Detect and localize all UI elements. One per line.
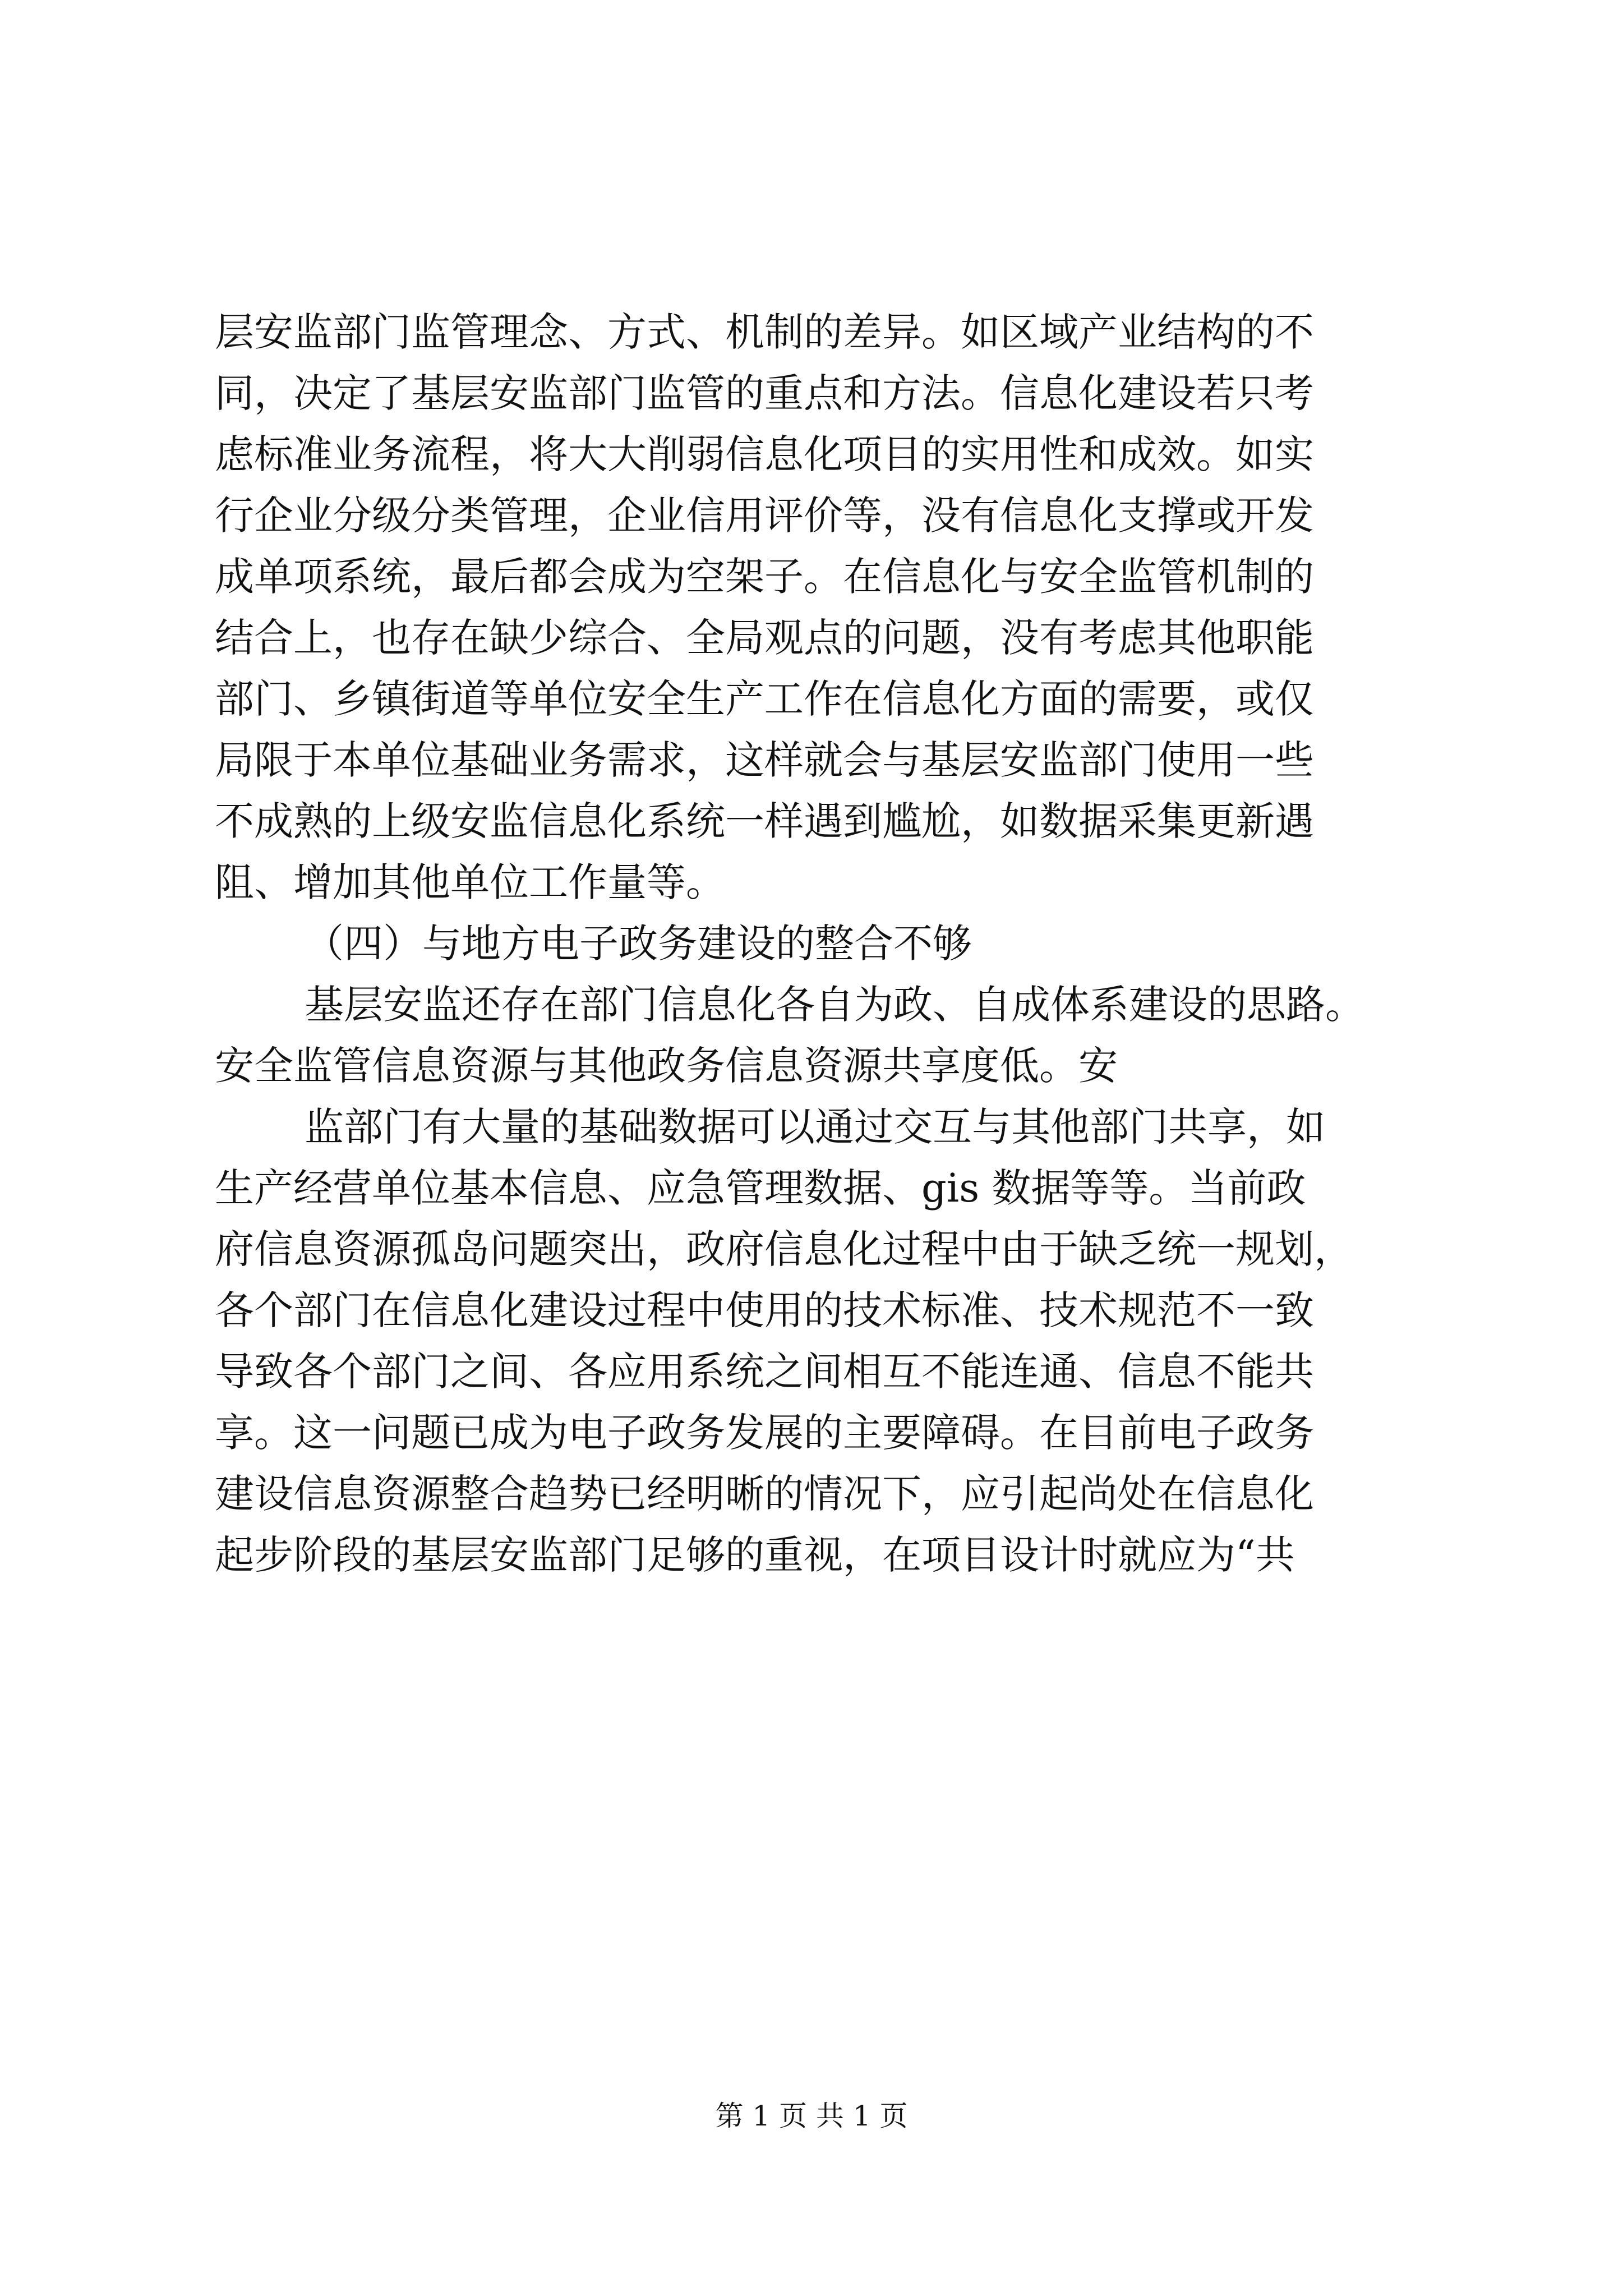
text-line: 监部门有大量的基础数据可以通过交互与其他部门共享，如: [305, 1104, 1325, 1150]
text-line: 各个部门在信息化建设过程中使用的技术标准、技术规范不一致: [215, 1287, 1314, 1333]
text-line: 府信息资源孤岛问题突出，政府信息化过程中由于缺乏统一规划，: [215, 1226, 1353, 1272]
text-line: 起步阶段的基层安监部门足够的重视，在项目设计时就应为“共: [215, 1532, 1295, 1578]
text-line: 不成熟的上级安监信息化系统一样遇到尴尬，如数据采集更新遇: [215, 798, 1314, 844]
text-line: 生产经营单位基本信息、应急管理数据、gis 数据等等。当前政: [215, 1165, 1306, 1211]
text-line: 基层安监还存在部门信息化各自为政、自成体系建设的思路。: [305, 982, 1364, 1028]
text-line: 层安监部门监管理念、方式、机制的差异。如区域产业结构的不: [215, 309, 1314, 355]
text-line: 成单项系统，最后都会成为空架子。在信息化与安全监管机制的: [215, 554, 1314, 600]
text-line: 建设信息资源整合趋势已经明晰的情况下，应引起尚处在信息化: [215, 1471, 1314, 1517]
section-heading: （四）与地方电子政务建设的整合不够: [305, 921, 972, 967]
text-line: 部门、乡镇街道等单位安全生产工作在信息化方面的需要，或仅: [215, 676, 1314, 722]
page-number-footer: 第 1 页 共 1 页: [715, 2100, 908, 2132]
text-line: 安全监管信息资源与其他政务信息资源共享度低。安: [215, 1043, 1118, 1089]
text-line: 虑标准业务流程，将大大削弱信息化项目的实用性和成效。如实: [215, 431, 1314, 477]
text-line: 阻、增加其他单位工作量等。: [215, 859, 725, 905]
text-line: 结合上，也存在缺少综合、全局观点的问题，没有考虑其他职能: [215, 615, 1314, 661]
text-line: 同，决定了基层安监部门监管的重点和方法。信息化建设若只考: [215, 370, 1314, 416]
text-line: 导致各个部门之间、各应用系统之间相互不能连通、信息不能共: [215, 1349, 1314, 1395]
text-line: 行企业分级分类管理，企业信用评价等，没有信息化支撑或开发: [215, 493, 1314, 539]
text-line: 享。这一问题已成为电子政务发展的主要障碍。在目前电子政务: [215, 1410, 1314, 1456]
text-line: 局限于本单位基础业务需求，这样就会与基层安监部门使用一些: [215, 737, 1314, 783]
